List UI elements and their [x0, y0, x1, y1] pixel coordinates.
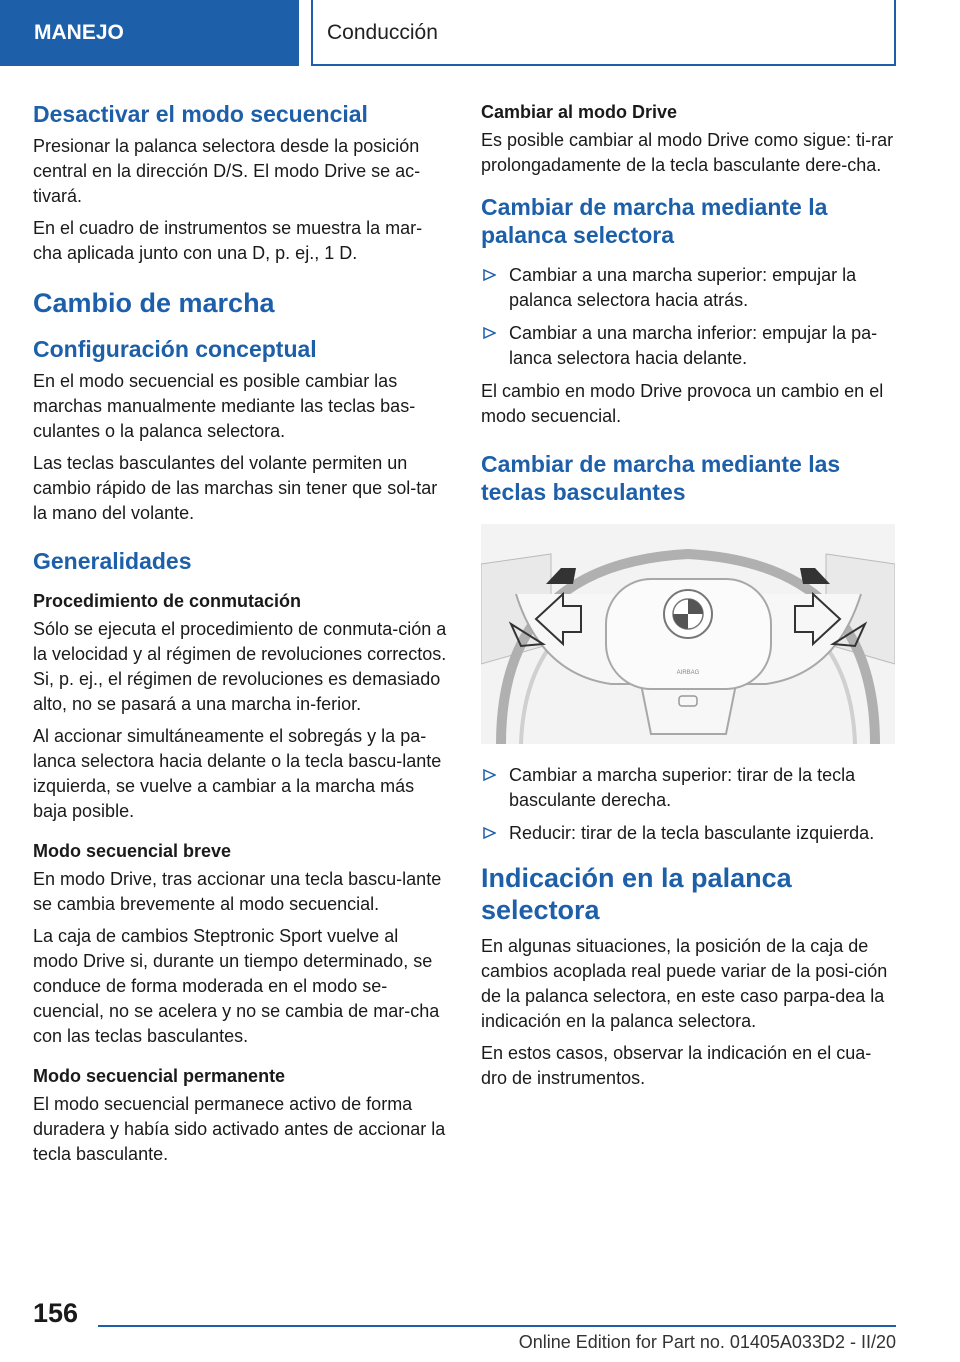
heading-indicacion: Indicación en la palanca selectora — [481, 863, 792, 925]
heading-teclas-basculantes: Cambiar de marcha mediante las teclas basculantes — [481, 451, 841, 505]
paragraph: Presionar la palanca selectora desde la posición central en la dirección D/S. El modo Drive se ac‐tivará. — [33, 136, 421, 206]
paragraph: Las teclas basculantes del volante permiten un cambio rápido de las marchas sin tener que sol‐tar la mano del volante. — [33, 453, 438, 523]
bullet-list — [481, 263, 895, 371]
page-number: 156 — [33, 1298, 79, 1328]
list-item-text: Cambiar a una marcha superior: empujar la palanca selectora hacia atrás. — [509, 265, 857, 310]
paragraph: En estos casos, observar la indicación en el cua‐dro de instrumentos. — [481, 1043, 872, 1088]
airbag-label: AIRBAG — [676, 670, 700, 676]
list-item — [481, 263, 895, 313]
section-tab: MANEJO — [0, 0, 299, 66]
heading-modo-drive: Cambiar al modo Drive — [481, 102, 678, 122]
heading-procedimiento: Procedimiento de conmutación — [33, 591, 302, 611]
heading-desactivar: Desactivar el modo secuencial — [33, 101, 368, 127]
left-column — [33, 100, 447, 1174]
triangle-bullet-icon — [483, 327, 496, 339]
heading-configuracion: Configuración conceptual — [33, 336, 317, 362]
footer-divider — [98, 1325, 896, 1327]
paragraph: La caja de cambios Steptronic Sport vuelve al modo Drive si, durante un tiempo determinado, se conduce de forma moderada en el modo se‐cuencial, no se acelera y no se cambia de mar‐cha con las teclas basculantes. — [33, 926, 440, 1046]
paragraph: En modo Drive, tras accionar una tecla bascu‐lante se cambia brevemente al modo secuencial. — [33, 869, 442, 914]
paragraph: El modo secuencial permanece activo de forma duradera y había sido activado antes de accionar la tecla basculante. — [33, 1094, 446, 1164]
heading-cambio-de-marcha: Cambio de marcha — [33, 288, 275, 318]
triangle-bullet-icon — [483, 269, 496, 281]
triangle-bullet-icon — [483, 769, 496, 781]
heading-generalidades: Generalidades — [33, 548, 192, 574]
triangle-bullet-icon — [483, 827, 496, 839]
edition-note: Online Edition for Part no. 01405A033D2 - II/20 — [518, 1332, 896, 1352]
right-column — [481, 100, 895, 1098]
list-item — [481, 821, 895, 846]
paragraph: Sólo se ejecuta el procedimiento de conmuta‐ción a la velocidad y al régimen de revoluciones correctos. Si, p. ej., el régimen de revoluciones es demasiado alto, no se pasará a una marcha in‐ferior. — [33, 619, 447, 714]
heading-modo-breve: Modo secuencial breve — [33, 841, 232, 861]
paragraph: En algunas situaciones, la posición de la caja de cambios acoplada real puede variar de la posi‐ción de la palanca selectora, en este caso parpa‐dea la indicación en la palanca selectora. — [481, 936, 888, 1031]
list-item-text: Reducir: tirar de la tecla basculante izquierda. — [509, 823, 875, 843]
heading-modo-permanente: Modo secuencial permanente — [33, 1066, 286, 1086]
paragraph: Al accionar simultáneamente el sobregás y la pa‐lanca selectora hacia delante o la tecla bascu‐lante izquierda, se vuelve a cambiar a la marcha más baja posible. — [33, 726, 442, 821]
paragraph: En el modo secuencial es posible cambiar las marchas manualmente mediante las teclas bas‐culantes o la palanca selectora. — [33, 371, 416, 441]
list-item-text: Cambiar a marcha superior: tirar de la tecla basculante derecha. — [509, 765, 856, 810]
steering-wheel-illustration — [481, 524, 895, 744]
chapter-title: Conducción — [311, 0, 896, 66]
list-item — [481, 321, 895, 371]
heading-palanca-selectora: Cambiar de marcha mediante la palanca selectora — [481, 194, 828, 248]
paragraph: En el cuadro de instrumentos se muestra la mar‐cha aplicada junto con una D, p. ej., 1 D. — [33, 218, 423, 263]
list-item-text: Cambiar a una marcha inferior: empujar la pa‐lanca selectora hacia delante. — [509, 323, 878, 368]
list-item — [481, 763, 895, 813]
paragraph: Es posible cambiar al modo Drive como sigue: ti‐rar prolongadamente de la tecla basculante dere‐cha. — [481, 130, 894, 175]
bullet-list — [481, 763, 895, 846]
paragraph: El cambio en modo Drive provoca un cambio en el modo secuencial. — [481, 381, 884, 426]
